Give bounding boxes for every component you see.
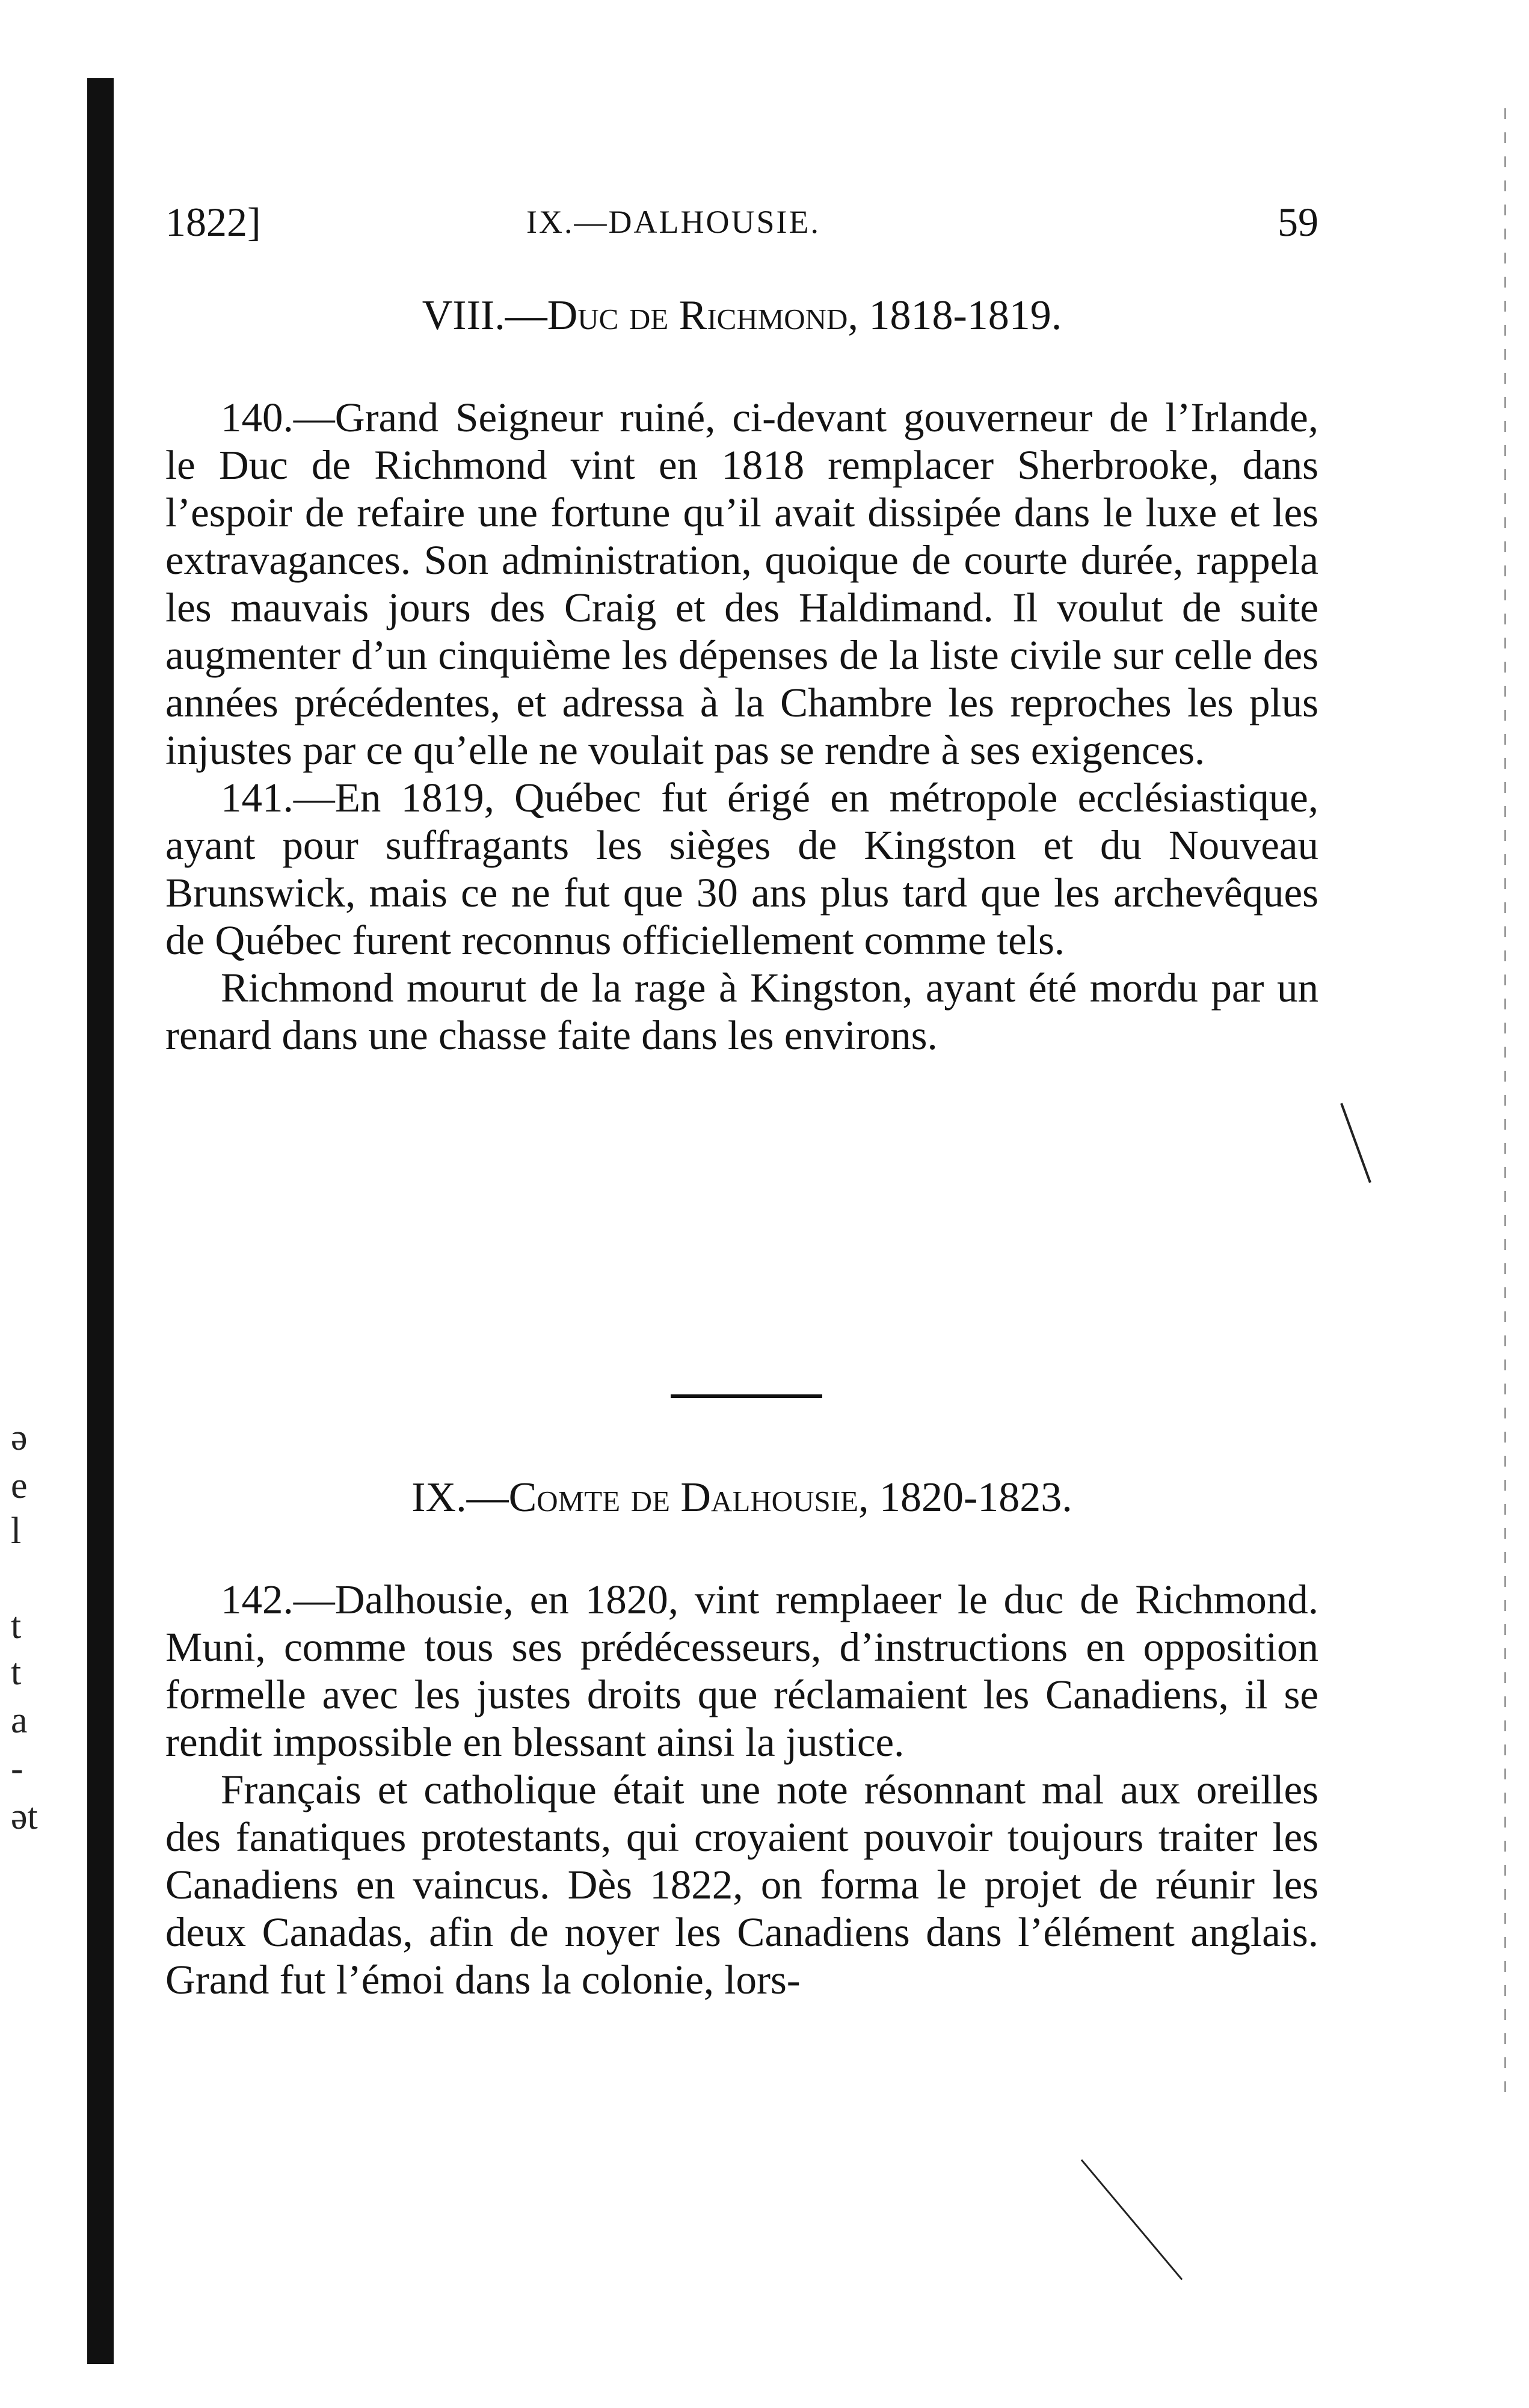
bleed-char: ət [11,1796,38,1837]
paragraph-francais: Français et catholique était une note résonnant mal aux oreilles des fanatiques protestants, qui croyaient pouvoir toujours traiter les Canadiens en vaincus. Dès 1822, on forma le projet de réunir les deux Canadas, afin de noyer les Canadiens dans l’élément anglais. Grand fut l’émoi dans la colonie, lors- [165,1767,1318,2003]
right-edge-noise [1504,108,1506,2093]
bleed-char: t [11,1652,22,1693]
bleed-char: l [11,1510,22,1551]
bleed-char: e [11,1465,28,1506]
section-heading-viii: VIII.—Duc de Richmond, 1818-1819. [422,292,1062,339]
running-head-year: 1822] [165,199,261,245]
section-viii-body [165,394,1318,1059]
bleed-char: t [11,1606,22,1646]
bleed-char: - [11,1748,23,1789]
bleed-char: ə [11,1417,28,1458]
paragraph-141: 141.—En 1819, Québec fut érigé en métropole ecclésiastique, ayant pour suffragants les sièges de Kingston et du Nouveau Brunswick, mais ce ne fut que 30 ans plus tard que les archevêques de Québec furent reconnus officiellement comme tels. [165,775,1318,963]
scan-mark [1081,2159,1183,2280]
section-heading-ix: IX.—Comte de Dalhousie, 1820-1823. [411,1474,1072,1521]
scan-mark [1340,1103,1371,1183]
page-number: 59 [1278,199,1318,245]
paragraph-richmond-death: Richmond mourut de la rage à Kingston, ayant été mordu par un renard dans une chasse faite dans les environs. [165,965,1318,1058]
gutter-shadow [87,78,114,2364]
section-ix-body [165,1576,1318,2004]
section-divider [671,1394,822,1398]
bleed-char: a [11,1700,28,1741]
left-page-bleed [0,0,72,2408]
running-head-title: IX.—DALHOUSIE. [526,204,820,240]
paragraph-142: 142.—Dalhousie, en 1820, vint remplaeer le duc de Richmond. Muni, comme tous ses prédécesseurs, d’instructions en opposition formelle avec les justes droits que réclamaient les Canadiens, il se rendit impossible en blessant ainsi la justice. [165,1577,1318,1765]
paragraph-140: 140.—Grand Seigneur ruiné, ci-devant gouverneur de l’Irlande, le Duc de Richmond vint en 1818 remplacer Sherbrooke, dans l’espoir de refaire une fortune qu’il avait dissipée dans le luxe et les extravagances. Son administration, quoique de courte durée, rappela les mauvais jours des Craig et des Haldimand. Il voulut de suite augmenter d’un cinquième les dépenses de la liste civile sur celle des années précédentes, et adressa à la Chambre les reproches les plus injustes par ce qu’elle ne voulait pas se rendre à ses exigences. [165,395,1318,773]
running-head [165,199,1318,253]
